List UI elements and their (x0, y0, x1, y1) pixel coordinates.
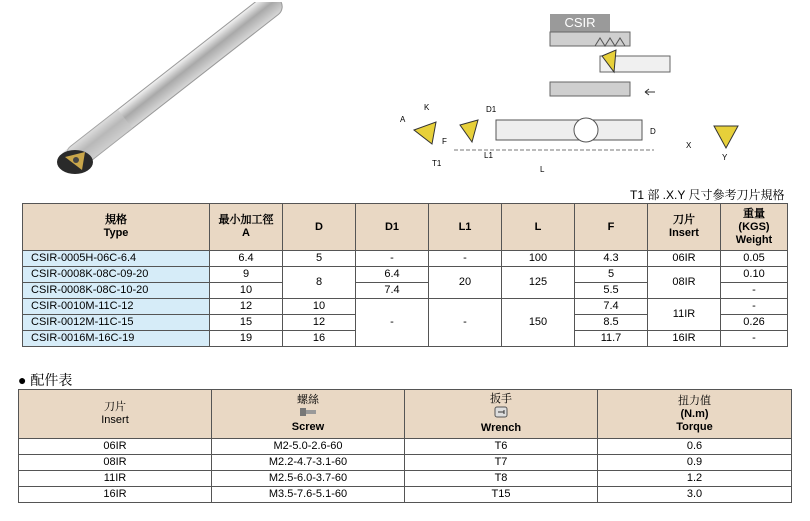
cell-type: CSIR-0005H-06C-6.4 (23, 251, 210, 267)
cell-insert: 16IR (19, 487, 212, 503)
screw-icon (300, 407, 316, 417)
col-a: 最小加工徑 A (210, 204, 283, 251)
col-insert: 刀片 Insert (648, 204, 721, 251)
cell-d: 5 (283, 251, 356, 267)
insert-angle-view (400, 103, 436, 144)
cell-screw: M2-5.0-2.6-60 (212, 439, 405, 455)
cell-l: 125 (502, 267, 575, 299)
bar-side-view (432, 105, 656, 174)
wrench-icon (494, 406, 508, 418)
cell-d1: 7.4 (356, 283, 429, 299)
cell-insert: 11IR (19, 471, 212, 487)
boring-bar-photo (40, 2, 310, 192)
cell-insert: 16IR (648, 331, 721, 347)
cell-a: 15 (210, 315, 283, 331)
label-a: A (400, 115, 406, 124)
label-l: L (540, 165, 545, 174)
col-type: 規格 Type (23, 204, 210, 251)
cell-screw: M2.2-4.7-3.1-60 (212, 455, 405, 471)
cell-weight: 0.05 (721, 251, 788, 267)
cell-l1: - (429, 251, 502, 267)
cell-insert: 08IR (19, 455, 212, 471)
col-l1: L1 (429, 204, 502, 251)
cell-l1: 20 (429, 267, 502, 299)
thread-profile-view (686, 126, 738, 162)
cell-wrench: T6 (405, 439, 598, 455)
label-f: F (442, 137, 447, 146)
label-d: D (650, 127, 656, 136)
cell-type: CSIR-0008K-08C-10-20 (23, 283, 210, 299)
cell-torque: 1.2 (598, 471, 792, 487)
cell-weight: 0.10 (721, 267, 788, 283)
dimension-drawing (396, 100, 808, 182)
col-weight: 重量 (KGS) Weight (721, 204, 788, 251)
cell-d: 12 (283, 315, 356, 331)
label-y: Y (722, 153, 728, 162)
spec-table (22, 203, 788, 347)
table-row (19, 439, 792, 455)
label-x: X (686, 141, 692, 150)
cell-d1: 6.4 (356, 267, 429, 283)
cell-a: 10 (210, 283, 283, 299)
cell-f: 8.5 (575, 315, 648, 331)
accessory-table (18, 389, 792, 503)
col-insert: 刀片 Insert (19, 390, 212, 439)
col-d: D (283, 204, 356, 251)
table-row (23, 267, 788, 283)
csir-threading-diagram (540, 12, 680, 102)
col-screw: 螺絲 Screw (212, 390, 405, 439)
table-row (19, 455, 792, 471)
cell-a: 19 (210, 331, 283, 347)
cell-torque: 3.0 (598, 487, 792, 503)
cell-d: 8 (283, 267, 356, 299)
cell-d: 10 (283, 299, 356, 315)
cell-d1: - (356, 251, 429, 267)
csir-label: CSIR (564, 15, 596, 30)
label-t1: T1 (432, 159, 442, 168)
col-torque: 扭力值 (N.m) Torque (598, 390, 792, 439)
cell-weight: - (721, 299, 788, 315)
accessory-header-row (19, 390, 792, 439)
cell-weight: 0.26 (721, 315, 788, 331)
col-f: F (575, 204, 648, 251)
table-row (23, 251, 788, 267)
cell-type: CSIR-0012M-11C-15 (23, 315, 210, 331)
cell-f: 5.5 (575, 283, 648, 299)
cell-torque: 0.9 (598, 455, 792, 471)
cell-insert: 06IR (648, 251, 721, 267)
cell-wrench: T8 (405, 471, 598, 487)
insert-head-icon (57, 150, 93, 174)
cell-a: 12 (210, 299, 283, 315)
cell-screw: M2.5-6.0-3.7-60 (212, 471, 405, 487)
cell-f: 11.7 (575, 331, 648, 347)
cell-torque: 0.6 (598, 439, 792, 455)
dimension-note: T1 部 .X.Y 尺寸參考刀片規格 (630, 188, 785, 202)
cell-wrench: T15 (405, 487, 598, 503)
cell-f: 5 (575, 267, 648, 283)
cell-f: 7.4 (575, 299, 648, 315)
cell-f: 4.3 (575, 251, 648, 267)
cell-insert: 11IR (648, 299, 721, 331)
col-d1: D1 (356, 204, 429, 251)
cell-l: 100 (502, 251, 575, 267)
spec-header-row (23, 204, 788, 251)
cell-insert: 08IR (648, 267, 721, 299)
cell-type: CSIR-0016M-16C-19 (23, 331, 210, 347)
table-row (19, 487, 792, 503)
cell-type: CSIR-0008K-08C-09-20 (23, 267, 210, 283)
cell-weight: - (721, 331, 788, 347)
cell-d1: - (356, 299, 429, 347)
label-d1: D1 (486, 105, 497, 114)
cell-screw: M3.5-7.6-5.1-60 (212, 487, 405, 503)
accessory-title: ● 配件表 (18, 372, 73, 388)
col-l: L (502, 204, 575, 251)
label-l1: L1 (484, 151, 493, 160)
table-row (19, 471, 792, 487)
cell-l1: - (429, 299, 502, 347)
cell-type: CSIR-0010M-11C-12 (23, 299, 210, 315)
cell-l: 150 (502, 299, 575, 347)
cell-d: 16 (283, 331, 356, 347)
label-k: K (424, 103, 430, 112)
cell-weight: - (721, 283, 788, 299)
cell-wrench: T7 (405, 455, 598, 471)
cell-insert: 06IR (19, 439, 212, 455)
table-row (23, 299, 788, 315)
col-wrench: 扳手 Wrench (405, 390, 598, 439)
cell-a: 6.4 (210, 251, 283, 267)
cell-a: 9 (210, 267, 283, 283)
